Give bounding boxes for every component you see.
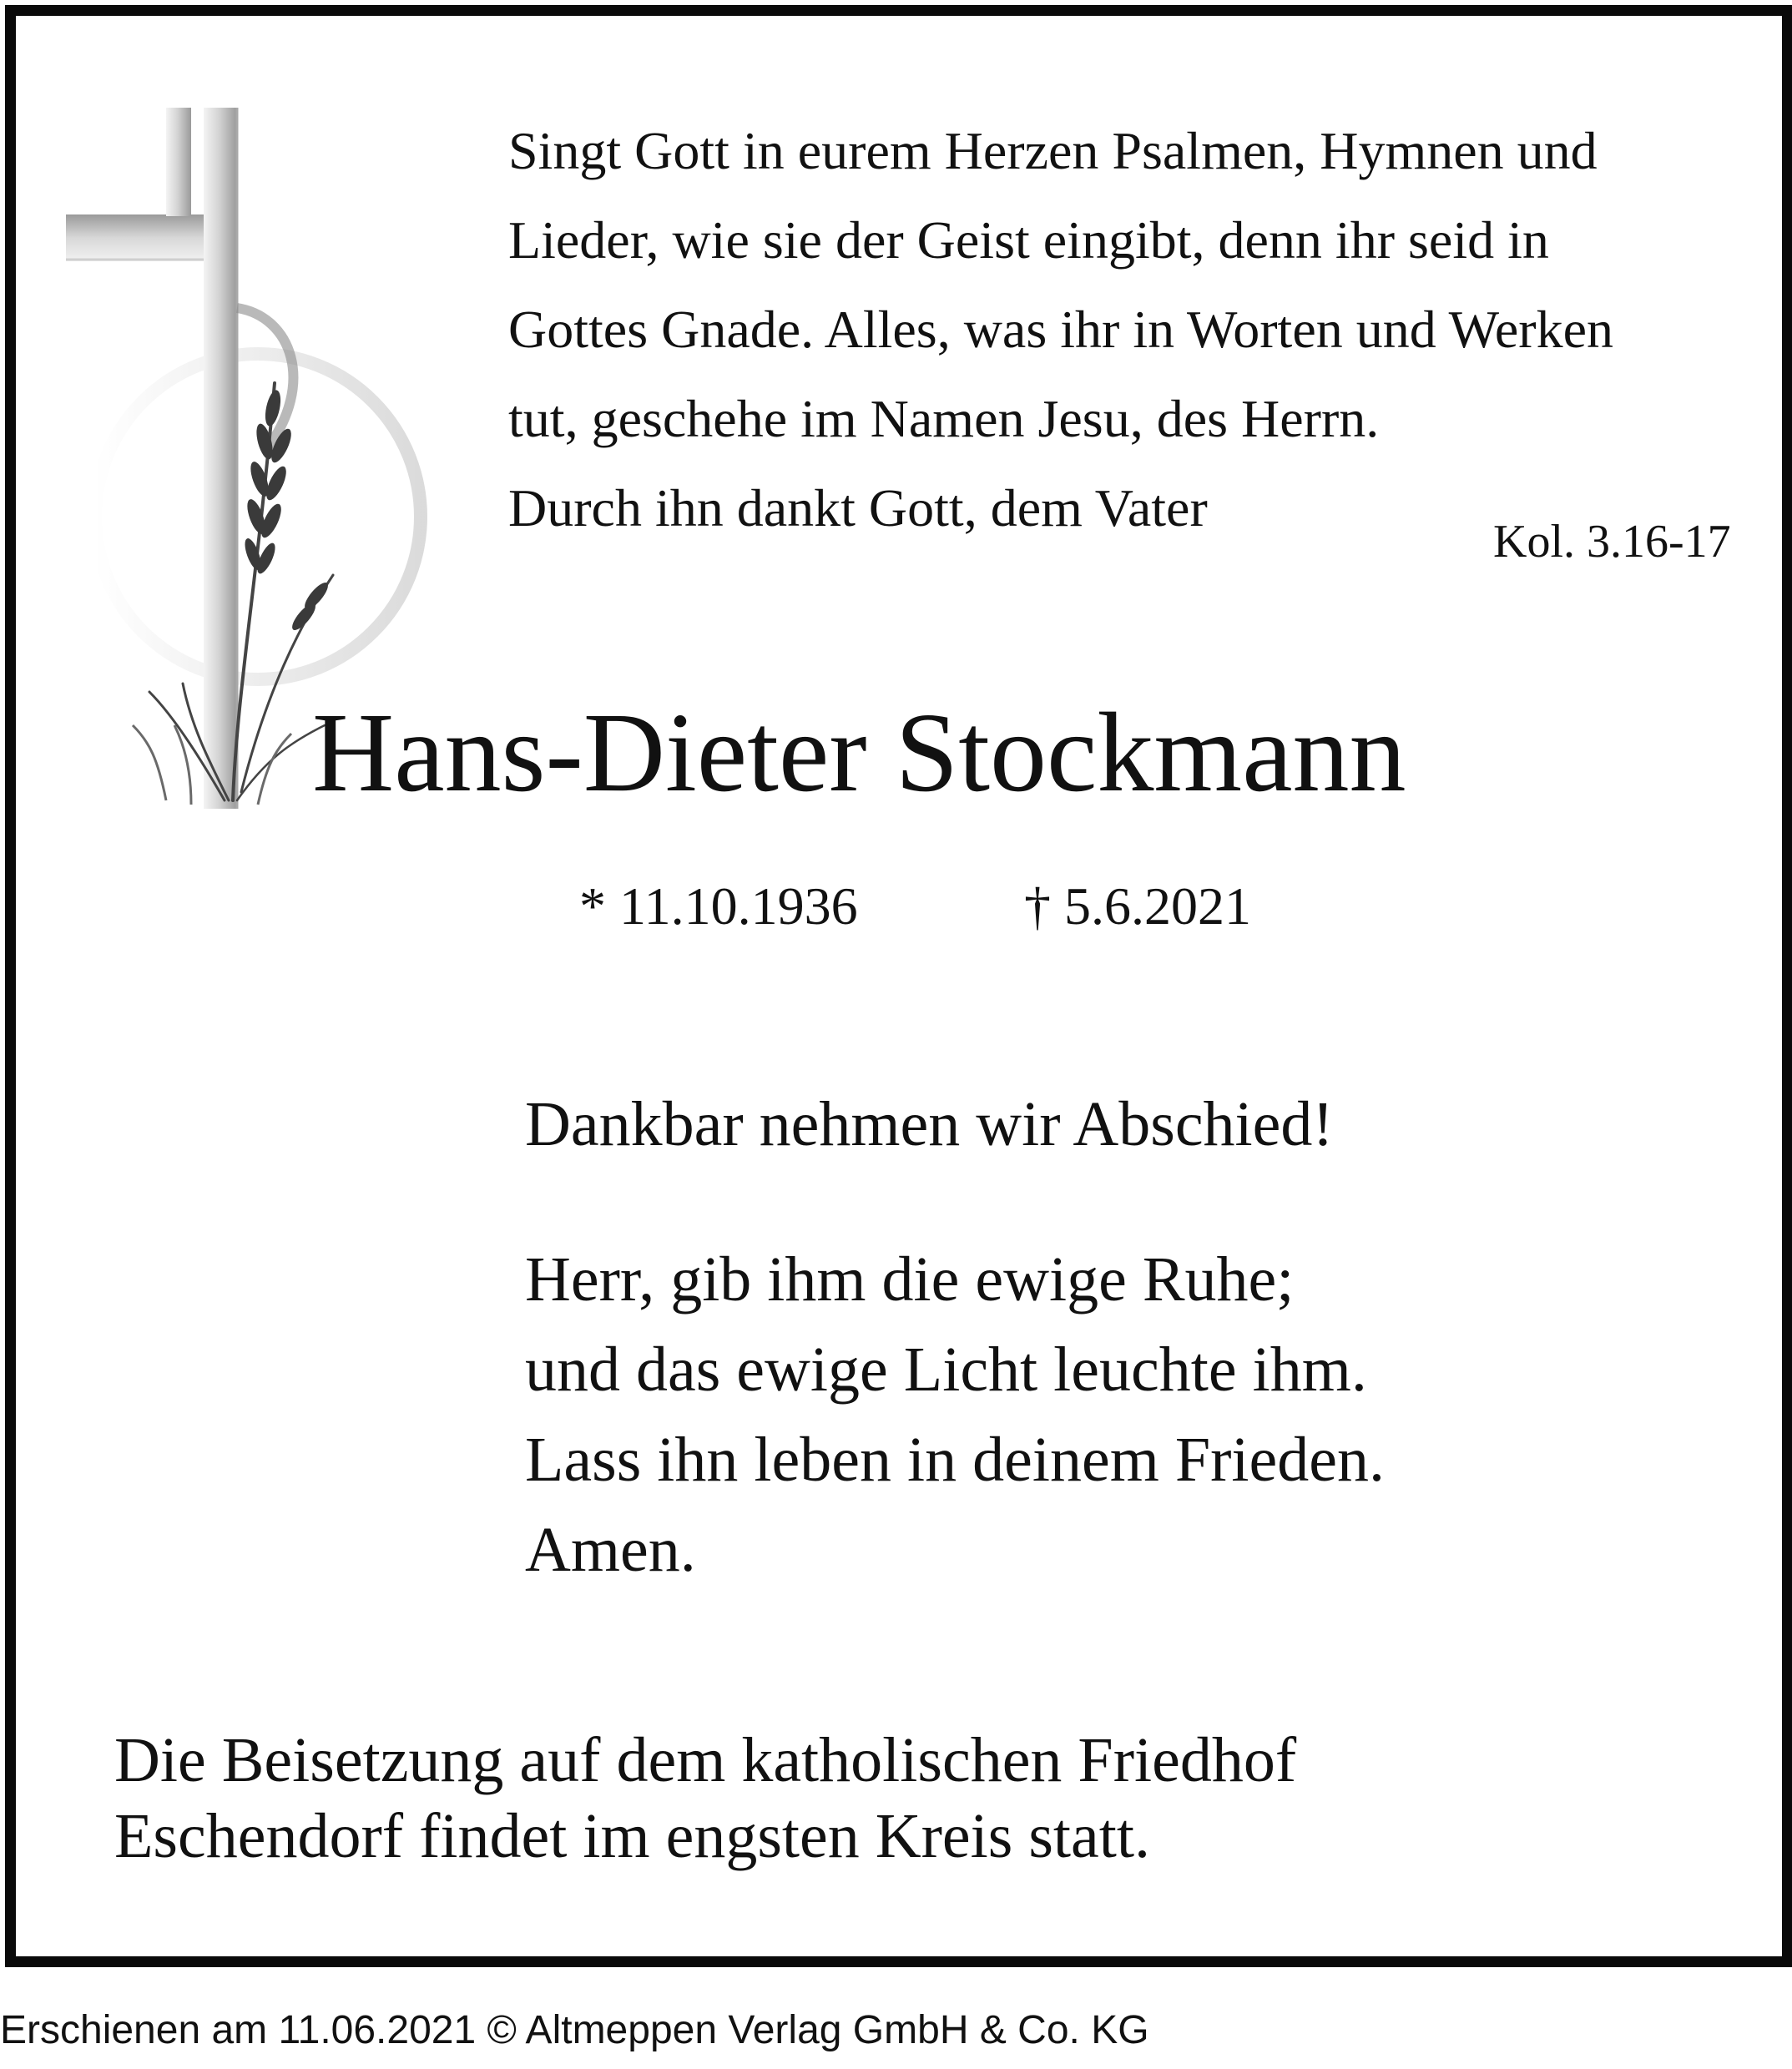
prayer-line: Herr, gib ihm die ewige Ruhe;: [525, 1244, 1295, 1315]
prayer-line: Lass ihn leben in deinem Frieden.: [525, 1425, 1385, 1495]
verse-line: Gottes Gnade. Alles, was ihr in Worten und Werken: [508, 300, 1613, 359]
prayer: [525, 1234, 1385, 1595]
bible-verse: [508, 106, 1613, 553]
burial-line: Die Beisetzung auf dem katholischen Friedhof: [114, 1725, 1297, 1795]
birth-date: * 11.10.1936: [579, 876, 858, 936]
verse-reference: Kol. 3.16-17: [1493, 516, 1731, 568]
verse-line: Durch ihn dankt Gott, dem Vater: [508, 478, 1208, 537]
farewell-line: Dankbar nehmen wir Abschied!: [525, 1089, 1334, 1159]
verse-line: tut, geschehe im Namen Jesu, des Herrn.: [508, 389, 1380, 448]
death-date: † 5.6.2021: [1024, 876, 1251, 936]
prayer-line: Amen.: [525, 1515, 696, 1585]
prayer-line: und das ewige Licht leuchte ihm.: [525, 1335, 1367, 1405]
verse-line: Singt Gott in eurem Herzen Psalmen, Hymnen und: [508, 121, 1598, 180]
verse-line: Lieder, wie sie der Geist eingibt, denn ihr seid in: [508, 210, 1549, 270]
obituary-frame: [5, 5, 1792, 1967]
burial-line: Eschendorf findet im engsten Kreis statt.: [114, 1801, 1151, 1871]
burial-notice: [114, 1723, 1296, 1875]
deceased-name: Hans-Dieter Stockmann: [312, 690, 1406, 815]
publication-footer: Erschienen am 11.06.2021 © Altmeppen Verlag GmbH & Co. KG: [0, 2008, 1149, 2052]
